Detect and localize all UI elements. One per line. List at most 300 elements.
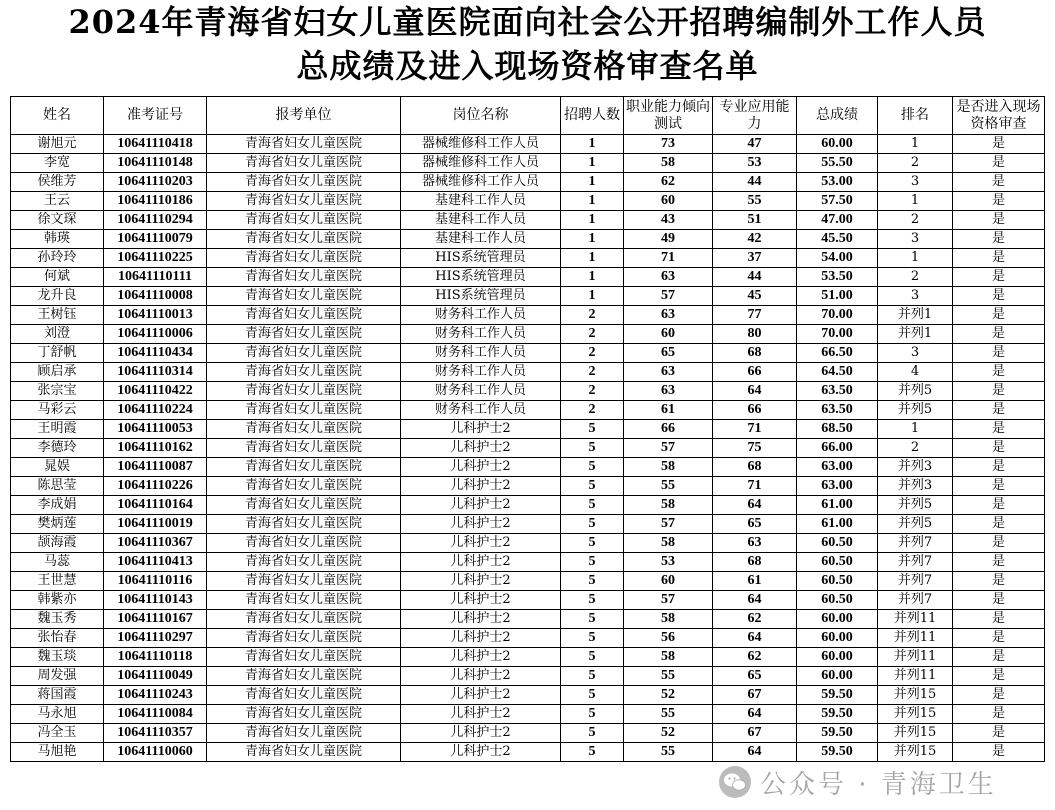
- cell-exam-id: 10641110224: [104, 401, 207, 420]
- cell-exam-id: 10641110164: [104, 496, 207, 515]
- cell-position: 儿科护士2: [401, 439, 561, 458]
- cell-quota: 5: [561, 420, 624, 439]
- cell-unit: 青海省妇女儿童医院: [207, 382, 401, 401]
- cell-aptitude: 73: [624, 135, 713, 154]
- cell-qualified: 是: [953, 325, 1045, 344]
- document-title-line1: 2024年青海省妇女儿童医院面向社会公开招聘编制外工作人员: [68, 3, 987, 41]
- table-row: [11, 629, 1045, 648]
- cell-qualified: 是: [953, 439, 1045, 458]
- cell-exam-id: 10641110357: [104, 724, 207, 743]
- cell-rank: 并列3: [878, 477, 953, 496]
- cell-unit: 青海省妇女儿童医院: [207, 211, 401, 230]
- cell-position: 儿科护士2: [401, 629, 561, 648]
- cell-total: 51.00: [797, 287, 878, 306]
- cell-aptitude: 58: [624, 610, 713, 629]
- cell-professional: 53: [713, 154, 797, 173]
- cell-quota: 1: [561, 230, 624, 249]
- cell-position: 儿科护士2: [401, 477, 561, 496]
- watermark-text: 公众号 · 青海卫生: [760, 769, 997, 800]
- table-row: [11, 458, 1045, 477]
- cell-professional: 66: [713, 401, 797, 420]
- cell-unit: 青海省妇女儿童医院: [207, 154, 401, 173]
- cell-name: 何斌: [11, 268, 104, 287]
- cell-aptitude: 60: [624, 572, 713, 591]
- cell-name: 李德玲: [11, 439, 104, 458]
- table-row: [11, 591, 1045, 610]
- cell-unit: 青海省妇女儿童医院: [207, 591, 401, 610]
- table-row: [11, 553, 1045, 572]
- cell-total: 60.00: [797, 629, 878, 648]
- cell-aptitude: 53: [624, 553, 713, 572]
- cell-qualified: 是: [953, 401, 1045, 420]
- cell-quota: 5: [561, 458, 624, 477]
- cell-quota: 5: [561, 439, 624, 458]
- cell-total: 53.50: [797, 268, 878, 287]
- cell-professional: 75: [713, 439, 797, 458]
- cell-name: 樊炳莲: [11, 515, 104, 534]
- cell-unit: 青海省妇女儿童医院: [207, 268, 401, 287]
- cell-quota: 1: [561, 268, 624, 287]
- cell-quota: 5: [561, 705, 624, 724]
- cell-aptitude: 63: [624, 363, 713, 382]
- header-quota: 招聘人数: [561, 97, 624, 135]
- cell-total: 60.00: [797, 135, 878, 154]
- cell-exam-id: 10641110143: [104, 591, 207, 610]
- header-total-score: 总成绩: [797, 97, 878, 135]
- cell-total: 64.50: [797, 363, 878, 382]
- cell-qualified: 是: [953, 382, 1045, 401]
- cell-quota: 5: [561, 629, 624, 648]
- cell-name: 魏玉秀: [11, 610, 104, 629]
- cell-name: 冯全玉: [11, 724, 104, 743]
- cell-aptitude: 55: [624, 705, 713, 724]
- table-row: [11, 325, 1045, 344]
- header-unit: 报考单位: [207, 97, 401, 135]
- cell-exam-id: 10641110225: [104, 249, 207, 268]
- cell-quota: 5: [561, 743, 624, 762]
- cell-position: 儿科护士2: [401, 705, 561, 724]
- cell-qualified: 是: [953, 287, 1045, 306]
- cell-exam-id: 10641110413: [104, 553, 207, 572]
- cell-qualified: 是: [953, 249, 1045, 268]
- cell-rank: 3: [878, 173, 953, 192]
- cell-total: 66.00: [797, 439, 878, 458]
- cell-total: 66.50: [797, 344, 878, 363]
- cell-position: 儿科护士2: [401, 572, 561, 591]
- header-qualified: 是否进入现场资格审查: [953, 97, 1045, 135]
- cell-quota: 5: [561, 591, 624, 610]
- cell-professional: 71: [713, 477, 797, 496]
- cell-aptitude: 57: [624, 439, 713, 458]
- cell-total: 59.50: [797, 686, 878, 705]
- cell-total: 55.50: [797, 154, 878, 173]
- cell-professional: 65: [713, 667, 797, 686]
- cell-professional: 64: [713, 705, 797, 724]
- cell-unit: 青海省妇女儿童医院: [207, 192, 401, 211]
- cell-total: 47.00: [797, 211, 878, 230]
- cell-quota: 1: [561, 287, 624, 306]
- cell-name: 王树钰: [11, 306, 104, 325]
- cell-rank: 1: [878, 192, 953, 211]
- cell-name: 王明霞: [11, 420, 104, 439]
- cell-aptitude: 60: [624, 325, 713, 344]
- cell-name: 龙升良: [11, 287, 104, 306]
- cell-exam-id: 10641110294: [104, 211, 207, 230]
- cell-rank: 并列15: [878, 705, 953, 724]
- cell-position: 儿科护士2: [401, 420, 561, 439]
- cell-aptitude: 55: [624, 477, 713, 496]
- cell-position: 财务科工作人员: [401, 363, 561, 382]
- cell-unit: 青海省妇女儿童医院: [207, 135, 401, 154]
- cell-professional: 68: [713, 344, 797, 363]
- cell-unit: 青海省妇女儿童医院: [207, 458, 401, 477]
- table-row: [11, 686, 1045, 705]
- cell-aptitude: 49: [624, 230, 713, 249]
- cell-aptitude: 55: [624, 743, 713, 762]
- cell-professional: 64: [713, 382, 797, 401]
- cell-exam-id: 10641110079: [104, 230, 207, 249]
- cell-total: 70.00: [797, 325, 878, 344]
- cell-quota: 2: [561, 382, 624, 401]
- cell-unit: 青海省妇女儿童医院: [207, 363, 401, 382]
- cell-position: 儿科护士2: [401, 610, 561, 629]
- cell-position: 儿科护士2: [401, 667, 561, 686]
- cell-unit: 青海省妇女儿童医院: [207, 420, 401, 439]
- cell-unit: 青海省妇女儿童医院: [207, 477, 401, 496]
- cell-exam-id: 10641110008: [104, 287, 207, 306]
- cell-total: 60.50: [797, 534, 878, 553]
- cell-rank: 并列11: [878, 629, 953, 648]
- cell-name: 颉海霞: [11, 534, 104, 553]
- header-rank: 排名: [878, 97, 953, 135]
- table-row: [11, 401, 1045, 420]
- table-row: [11, 344, 1045, 363]
- cell-total: 60.50: [797, 591, 878, 610]
- cell-qualified: 是: [953, 268, 1045, 287]
- cell-rank: 1: [878, 135, 953, 154]
- cell-aptitude: 71: [624, 249, 713, 268]
- cell-aptitude: 63: [624, 306, 713, 325]
- document-title-line2: 总成绩及进入现场资格审查名单: [296, 47, 759, 85]
- table-row: [11, 363, 1045, 382]
- cell-total: 63.50: [797, 401, 878, 420]
- cell-quota: 5: [561, 667, 624, 686]
- cell-professional: 51: [713, 211, 797, 230]
- cell-total: 60.00: [797, 610, 878, 629]
- cell-qualified: 是: [953, 230, 1045, 249]
- cell-rank: 1: [878, 249, 953, 268]
- cell-quota: 5: [561, 553, 624, 572]
- cell-professional: 65: [713, 515, 797, 534]
- cell-unit: 青海省妇女儿童医院: [207, 667, 401, 686]
- cell-rank: 并列15: [878, 743, 953, 762]
- cell-aptitude: 63: [624, 268, 713, 287]
- table-row: [11, 154, 1045, 173]
- cell-qualified: 是: [953, 135, 1045, 154]
- table-row: [11, 173, 1045, 192]
- cell-name: 侯维芳: [11, 173, 104, 192]
- cell-exam-id: 10641110167: [104, 610, 207, 629]
- cell-quota: 2: [561, 325, 624, 344]
- cell-name: 马旭艳: [11, 743, 104, 762]
- cell-qualified: 是: [953, 686, 1045, 705]
- cell-position: 基建科工作人员: [401, 192, 561, 211]
- cell-unit: 青海省妇女儿童医院: [207, 534, 401, 553]
- cell-aptitude: 61: [624, 401, 713, 420]
- cell-position: 儿科护士2: [401, 534, 561, 553]
- cell-unit: 青海省妇女儿童医院: [207, 401, 401, 420]
- cell-rank: 3: [878, 344, 953, 363]
- cell-qualified: 是: [953, 667, 1045, 686]
- cell-total: 63.00: [797, 458, 878, 477]
- cell-professional: 64: [713, 496, 797, 515]
- table-row: [11, 420, 1045, 439]
- cell-name: 马彩云: [11, 401, 104, 420]
- cell-exam-id: 10641110118: [104, 648, 207, 667]
- cell-rank: 并列7: [878, 591, 953, 610]
- cell-position: 儿科护士2: [401, 686, 561, 705]
- cell-rank: 3: [878, 287, 953, 306]
- cell-aptitude: 65: [624, 344, 713, 363]
- cell-qualified: 是: [953, 515, 1045, 534]
- cell-exam-id: 10641110053: [104, 420, 207, 439]
- cell-unit: 青海省妇女儿童医院: [207, 344, 401, 363]
- table-row: [11, 306, 1045, 325]
- cell-name: 李宽: [11, 154, 104, 173]
- cell-rank: 3: [878, 230, 953, 249]
- cell-total: 61.00: [797, 496, 878, 515]
- cell-position: 儿科护士2: [401, 515, 561, 534]
- cell-qualified: 是: [953, 591, 1045, 610]
- table-row: [11, 496, 1045, 515]
- cell-total: 54.00: [797, 249, 878, 268]
- table-row: [11, 192, 1045, 211]
- cell-aptitude: 58: [624, 534, 713, 553]
- cell-total: 60.50: [797, 572, 878, 591]
- cell-quota: 5: [561, 724, 624, 743]
- cell-unit: 青海省妇女儿童医院: [207, 553, 401, 572]
- cell-rank: 2: [878, 211, 953, 230]
- cell-aptitude: 52: [624, 686, 713, 705]
- cell-name: 顾启承: [11, 363, 104, 382]
- cell-unit: 青海省妇女儿童医院: [207, 230, 401, 249]
- cell-qualified: 是: [953, 211, 1045, 230]
- cell-exam-id: 10641110297: [104, 629, 207, 648]
- cell-position: 儿科护士2: [401, 724, 561, 743]
- cell-professional: 62: [713, 648, 797, 667]
- cell-position: 儿科护士2: [401, 648, 561, 667]
- cell-professional: 42: [713, 230, 797, 249]
- cell-unit: 青海省妇女儿童医院: [207, 496, 401, 515]
- cell-quota: 1: [561, 211, 624, 230]
- cell-position: 器械维修科工作人员: [401, 135, 561, 154]
- cell-name: 张怡春: [11, 629, 104, 648]
- cell-name: 蒋国霞: [11, 686, 104, 705]
- table-row: [11, 211, 1045, 230]
- cell-professional: 77: [713, 306, 797, 325]
- cell-quota: 5: [561, 686, 624, 705]
- cell-qualified: 是: [953, 458, 1045, 477]
- cell-quota: 5: [561, 534, 624, 553]
- cell-quota: 5: [561, 496, 624, 515]
- cell-qualified: 是: [953, 496, 1045, 515]
- cell-total: 60.00: [797, 667, 878, 686]
- cell-name: 马蕊: [11, 553, 104, 572]
- cell-professional: 71: [713, 420, 797, 439]
- cell-position: 财务科工作人员: [401, 344, 561, 363]
- table-row: [11, 439, 1045, 458]
- cell-qualified: 是: [953, 553, 1045, 572]
- cell-qualified: 是: [953, 572, 1045, 591]
- cell-exam-id: 10641110049: [104, 667, 207, 686]
- cell-total: 68.50: [797, 420, 878, 439]
- cell-aptitude: 56: [624, 629, 713, 648]
- cell-name: 张宗宝: [11, 382, 104, 401]
- cell-rank: 并列15: [878, 724, 953, 743]
- header-aptitude-test: 职业能力倾向测试: [624, 97, 713, 135]
- cell-name: 魏玉琰: [11, 648, 104, 667]
- cell-aptitude: 57: [624, 287, 713, 306]
- cell-professional: 66: [713, 363, 797, 382]
- cell-quota: 1: [561, 135, 624, 154]
- cell-total: 63.50: [797, 382, 878, 401]
- cell-name: 孙玲玲: [11, 249, 104, 268]
- cell-rank: 并列15: [878, 686, 953, 705]
- cell-unit: 青海省妇女儿童医院: [207, 686, 401, 705]
- cell-aptitude: 57: [624, 515, 713, 534]
- cell-position: 财务科工作人员: [401, 306, 561, 325]
- cell-professional: 64: [713, 629, 797, 648]
- cell-professional: 64: [713, 743, 797, 762]
- cell-unit: 青海省妇女儿童医院: [207, 705, 401, 724]
- cell-aptitude: 66: [624, 420, 713, 439]
- header-position: 岗位名称: [401, 97, 561, 135]
- cell-unit: 青海省妇女儿童医院: [207, 610, 401, 629]
- cell-total: 60.00: [797, 648, 878, 667]
- wechat-icon: [718, 765, 752, 799]
- cell-professional: 68: [713, 458, 797, 477]
- cell-unit: 青海省妇女儿童医院: [207, 249, 401, 268]
- cell-name: 马永旭: [11, 705, 104, 724]
- table-row: [11, 382, 1045, 401]
- table-row: [11, 743, 1045, 762]
- cell-rank: 并列7: [878, 553, 953, 572]
- cell-exam-id: 10641110186: [104, 192, 207, 211]
- cell-qualified: 是: [953, 705, 1045, 724]
- cell-quota: 2: [561, 306, 624, 325]
- cell-exam-id: 10641110019: [104, 515, 207, 534]
- cell-total: 59.50: [797, 724, 878, 743]
- table-row: [11, 249, 1045, 268]
- cell-name: 王云: [11, 192, 104, 211]
- cell-rank: 并列7: [878, 534, 953, 553]
- cell-position: HIS系统管理员: [401, 287, 561, 306]
- cell-total: 59.50: [797, 743, 878, 762]
- cell-qualified: 是: [953, 344, 1045, 363]
- table-header-row: [11, 97, 1045, 135]
- cell-exam-id: 10641110084: [104, 705, 207, 724]
- cell-position: 儿科护士2: [401, 458, 561, 477]
- cell-name: 晁娱: [11, 458, 104, 477]
- results-table: [10, 96, 1045, 762]
- cell-total: 60.50: [797, 553, 878, 572]
- table-row: [11, 724, 1045, 743]
- cell-position: 儿科护士2: [401, 743, 561, 762]
- cell-rank: 并列1: [878, 306, 953, 325]
- cell-exam-id: 10641110060: [104, 743, 207, 762]
- cell-rank: 2: [878, 439, 953, 458]
- cell-aptitude: 58: [624, 154, 713, 173]
- cell-aptitude: 52: [624, 724, 713, 743]
- cell-rank: 并列5: [878, 401, 953, 420]
- cell-position: 财务科工作人员: [401, 382, 561, 401]
- header-name: 姓名: [11, 97, 104, 135]
- cell-total: 70.00: [797, 306, 878, 325]
- table-row: [11, 667, 1045, 686]
- cell-exam-id: 10641110367: [104, 534, 207, 553]
- cell-professional: 64: [713, 591, 797, 610]
- cell-position: HIS系统管理员: [401, 268, 561, 287]
- cell-rank: 并列5: [878, 382, 953, 401]
- cell-name: 韩紫亦: [11, 591, 104, 610]
- cell-professional: 63: [713, 534, 797, 553]
- cell-position: 基建科工作人员: [401, 211, 561, 230]
- cell-professional: 55: [713, 192, 797, 211]
- cell-qualified: 是: [953, 173, 1045, 192]
- cell-qualified: 是: [953, 420, 1045, 439]
- cell-position: 器械维修科工作人员: [401, 173, 561, 192]
- cell-exam-id: 10641110226: [104, 477, 207, 496]
- cell-name: 徐文琛: [11, 211, 104, 230]
- table-row: [11, 515, 1045, 534]
- cell-qualified: 是: [953, 724, 1045, 743]
- cell-position: 基建科工作人员: [401, 230, 561, 249]
- cell-quota: 1: [561, 154, 624, 173]
- table-row: [11, 287, 1045, 306]
- table-row: [11, 572, 1045, 591]
- cell-total: 57.50: [797, 192, 878, 211]
- cell-rank: 2: [878, 268, 953, 287]
- cell-name: 刘澄: [11, 325, 104, 344]
- cell-quota: 5: [561, 572, 624, 591]
- cell-position: 儿科护士2: [401, 496, 561, 515]
- header-professional-test: 专业应用能力: [713, 97, 797, 135]
- cell-rank: 并列3: [878, 458, 953, 477]
- cell-quota: 1: [561, 249, 624, 268]
- cell-professional: 68: [713, 553, 797, 572]
- cell-professional: 67: [713, 724, 797, 743]
- table-row: [11, 230, 1045, 249]
- cell-qualified: 是: [953, 534, 1045, 553]
- cell-position: 器械维修科工作人员: [401, 154, 561, 173]
- cell-unit: 青海省妇女儿童医院: [207, 173, 401, 192]
- cell-qualified: 是: [953, 648, 1045, 667]
- cell-quota: 5: [561, 610, 624, 629]
- cell-exam-id: 10641110116: [104, 572, 207, 591]
- cell-qualified: 是: [953, 629, 1045, 648]
- cell-rank: 并列11: [878, 667, 953, 686]
- cell-professional: 44: [713, 173, 797, 192]
- cell-total: 59.50: [797, 705, 878, 724]
- cell-name: 李成娟: [11, 496, 104, 515]
- cell-aptitude: 62: [624, 173, 713, 192]
- cell-professional: 61: [713, 572, 797, 591]
- table-row: [11, 477, 1045, 496]
- table-row: [11, 648, 1045, 667]
- cell-professional: 37: [713, 249, 797, 268]
- cell-quota: 1: [561, 173, 624, 192]
- cell-name: 王世慧: [11, 572, 104, 591]
